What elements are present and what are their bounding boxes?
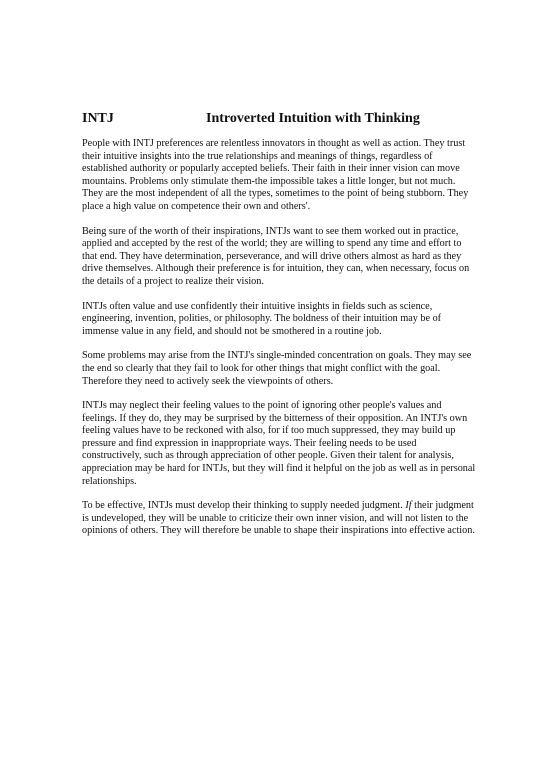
paragraph-5: INTJs may neglect their feeling values to the point of ignoring other people's values and feelings. If they do, they may be surprised by the bitterness of their opposition. An INTJ's own feeling values have to be reckoned with also, for if too much suppressed, they may build up pressure and find expression in inappropriate ways. Their feeling needs to be used constructively, such as through appreciation of other people. Given their talent for analysis, appreciation may be hard for INTJs, but they will find it helpful on the job as well as in personal relationships. (82, 400, 476, 487)
title-type-code: INTJ (82, 111, 114, 126)
paragraph-6-start: To be effective, INTJs must develop their thinking to supply needed judgment. (82, 500, 406, 512)
paragraph-2: Being sure of the worth of their inspirations, INTJs want to see them worked out in practice, applied and accepted by the rest of the world; they are willing to spend any time and effort to that end. They have determination, perseverance, and will drive others almost as hard as they drive themselves. Although their preference is for intuition, they can, when necessary, focus on the details of a project to realize their vision. (82, 225, 470, 287)
paragraph-3: INTJs often value and use confidently their intuitive insights in fields such as science, engineering, invention, polities, or philosophy. The boldness of their intuition may be of immense value in any field, and should not be smothered in a routine job. (82, 300, 442, 337)
document-title (82, 110, 478, 127)
title-type-name: Introverted Intuition with Thinking (206, 111, 420, 126)
paragraph-1: People with INTJ preferences are relentless innovators in thought as well as action. They trust their intuitive insights into the true relationships and meanings of things, regardless of established authority or popularly accepted beliefs. Their faith in their inner vision can move mountains. Problems only stimulate them-the impossible takes a little longer, but not much. They are the most independent of all the types, sometimes to the point of being stubborn. They place a high value on competence their own and others'. (82, 138, 469, 212)
paragraph-4: Some problems may arise from the INTJ's single-minded concentration on goals. They may see the end so clearly that they fail to look for other things that might conflict with the goal. Therefore they need to actively seek the viewpoints of others. (82, 350, 472, 387)
paragraph-6-end: their judgment is undeveloped, they will be unable to criticize their own inner vision, and will not listen to the opinions of others. They will therefore be unable to shape their inspirations into effective action. (82, 500, 475, 537)
paragraph-6 (82, 500, 478, 538)
document-content (82, 110, 478, 550)
paragraph-6-italic: If (405, 500, 412, 512)
